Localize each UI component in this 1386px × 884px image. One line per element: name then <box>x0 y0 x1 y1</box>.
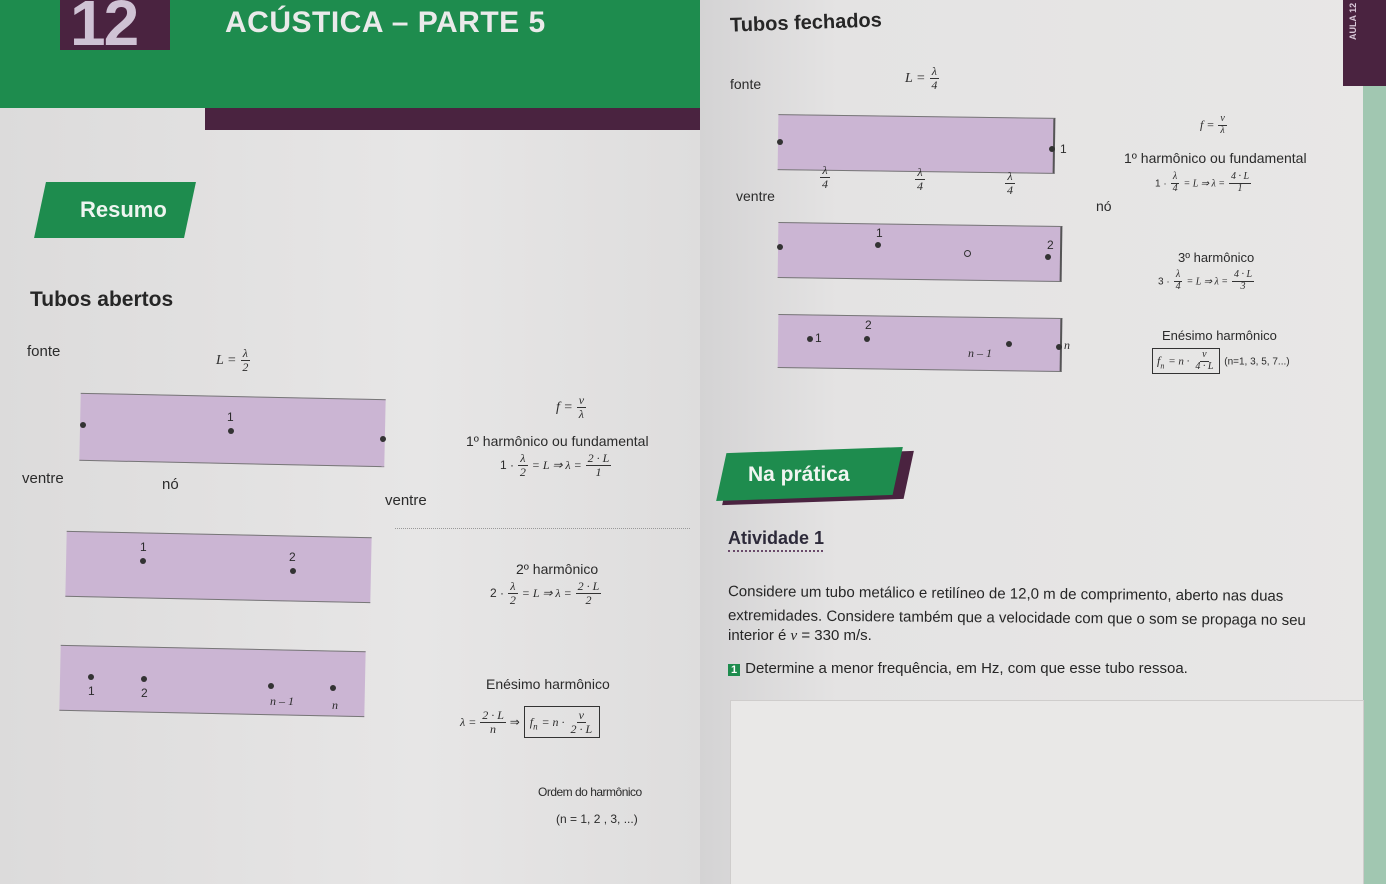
open-second-node-1-label: 1 <box>140 540 147 554</box>
closed-length-label: L = $\frac{\lambda}{4}$ <box>905 64 938 92</box>
activity-text-3: interior é v = 330 m/s. <box>728 627 872 644</box>
open-first-harmonic-eq: 1 · $\frac{\lambda}{2}$ = L ⇒ λ = $\frac{2 \cdot L}{1}$ <box>500 451 610 479</box>
open-second-node-1 <box>140 558 146 564</box>
answer-box[interactable] <box>730 700 1364 884</box>
closed-third-harmonic-label: 3º harmônico <box>1178 250 1255 265</box>
closed-quarter-3: $\frac{\lambda}{4}$ <box>1007 169 1013 197</box>
closed-third-node-1-label: 1 <box>876 226 883 240</box>
open-no-label: nó <box>162 476 179 493</box>
open-fund-node-label: 1 <box>227 410 234 424</box>
question-text: Determine a menor frequência, em Hz, com que esse tubo ressoa. <box>745 660 1188 677</box>
activity-title: Atividade 1 <box>728 528 825 548</box>
open-length-eq: L = <box>216 352 237 368</box>
open-length-den: 2 <box>242 359 249 374</box>
open-second-node-2-label: 2 <box>289 550 296 564</box>
open-ventre-left: ventre <box>22 470 64 487</box>
question-row <box>728 660 1188 677</box>
page-title: ACÚSTICA – PARTE 5 <box>225 6 546 39</box>
header-purple-band <box>205 108 700 130</box>
closed-frequency-formula: f = $\frac{v}{\lambda}$ <box>1200 113 1225 136</box>
closed-nth-node-2-label: 2 <box>865 318 872 332</box>
closed-fund-ventre-dot <box>777 139 783 145</box>
closed-nth-formula-box: $f_n = n$ · $\frac{v}{4 \cdot L}$ <box>1152 348 1220 374</box>
open-nth-formula-box: $f_n = n$ · $\frac{v}{2 \cdot L}$ <box>524 706 600 738</box>
lesson-number: 12 <box>70 0 138 59</box>
open-nth-harmonic-eq: λ = $\frac{2 \cdot L}{n}$ ⇒ $f_n = n$ · $\frac{v}{2 \cdot L}$ <box>460 706 600 738</box>
practice-badge: Na prática <box>748 463 850 486</box>
closed-tubes-heading: Tubos fechados <box>729 9 883 37</box>
order-values: (n = 1, 2 , 3, ...) <box>556 812 638 826</box>
closed-quarter-1: $\frac{\lambda}{4}$ <box>822 163 828 191</box>
open-nth-node-n <box>330 685 336 691</box>
closed-third-ventre-dot <box>777 244 783 250</box>
closed-ventre-label: ventre <box>736 188 775 204</box>
open-nth-node-1-label: 1 <box>88 684 95 698</box>
closed-nth-node-n-label: n <box>1064 338 1070 352</box>
closed-nth-node-2 <box>864 336 870 342</box>
closed-nth-node-1-label: 1 <box>815 331 822 345</box>
side-tab-green <box>1363 86 1386 884</box>
closed-first-harmonic-label: 1º harmônico ou fundamental <box>1124 150 1307 166</box>
open-second-node-2 <box>290 568 296 574</box>
open-length-label <box>216 347 250 373</box>
open-nth-node-n1-label: n – 1 <box>270 694 294 708</box>
open-nth-node-1 <box>88 674 94 680</box>
question-number: 1 <box>728 664 740 676</box>
closed-third-node-1 <box>875 242 881 248</box>
closed-first-harmonic-eq: 1 · $\frac{\lambda}{4}$ = L ⇒ λ = $\frac{4 \cdot L}{1}$ <box>1155 171 1249 194</box>
activity-text-2: extremidades. Considere também que a velocidade com que o som se propaga no seu <box>727 607 1306 630</box>
summary-badge: Resumo <box>80 197 167 222</box>
open-tube-nth <box>59 645 365 717</box>
open-fund-node-left <box>80 422 86 428</box>
open-tubes-heading: Tubos abertos <box>30 288 174 311</box>
open-frequency-formula: f = $\frac{v}{\lambda}$ <box>556 393 585 421</box>
closed-nth-node-n <box>1056 344 1062 350</box>
closed-quarter-2: $\frac{\lambda}{4}$ <box>917 165 923 193</box>
closed-nth-node-1 <box>807 336 813 342</box>
open-nth-harmonic-label: Enésimo harmônico <box>486 676 610 692</box>
open-second-harmonic-eq: 2 · $\frac{\lambda}{2}$ = L ⇒ λ = $\frac{2 \cdot L}{2}$ <box>490 579 600 607</box>
right-page <box>700 0 1386 884</box>
closed-nth-node-n1-label: n – 1 <box>968 346 992 360</box>
open-fonte-label: fonte <box>27 343 61 360</box>
side-tab-label: AULA 12 <box>1348 2 1358 40</box>
open-nth-node-n-label: n <box>332 698 338 712</box>
open-fund-node-center <box>228 428 234 434</box>
closed-nth-harmonic-eq: $f_n = n$ · $\frac{v}{4 \cdot L}$ (n=1, 3, 5, 7...) <box>1152 348 1290 374</box>
closed-nth-node-n1 <box>1006 341 1012 347</box>
closed-third-node-2-label: 2 <box>1047 238 1054 252</box>
closed-no-label: nó <box>1096 198 1112 214</box>
open-fund-node-right <box>380 436 386 442</box>
activity-text-1: Considere um tubo metálico e retilíneo de 12,0 m de comprimento, aberto nas duas <box>727 583 1284 605</box>
closed-fund-node-label: 1 <box>1060 142 1067 156</box>
open-nth-node-2-label: 2 <box>141 686 148 700</box>
closed-third-harmonic-eq: 3 · $\frac{\lambda}{4}$ = L ⇒ λ = $\frac{4 \cdot L}{3}$ <box>1158 269 1252 292</box>
closed-third-ventre-ring <box>964 250 971 257</box>
open-second-harmonic-label: 2º harmônico <box>516 561 599 577</box>
open-nth-node-2 <box>141 676 147 682</box>
open-first-harmonic-label: 1º harmônico ou fundamental <box>466 433 649 449</box>
open-separator <box>395 528 690 529</box>
activity-underline <box>728 550 823 552</box>
open-length-num: λ <box>242 346 248 360</box>
closed-nth-harmonic-label: Enésimo harmônico <box>1162 328 1277 343</box>
open-ventre-right: ventre <box>385 492 427 509</box>
open-nth-node-n1 <box>268 683 274 689</box>
closed-third-node-2 <box>1045 254 1051 260</box>
closed-fonte-label: fonte <box>730 76 762 92</box>
closed-fund-node-dot <box>1049 146 1055 152</box>
order-label: Ordem do harmônico <box>538 785 642 799</box>
closed-tube-third <box>778 222 1063 282</box>
